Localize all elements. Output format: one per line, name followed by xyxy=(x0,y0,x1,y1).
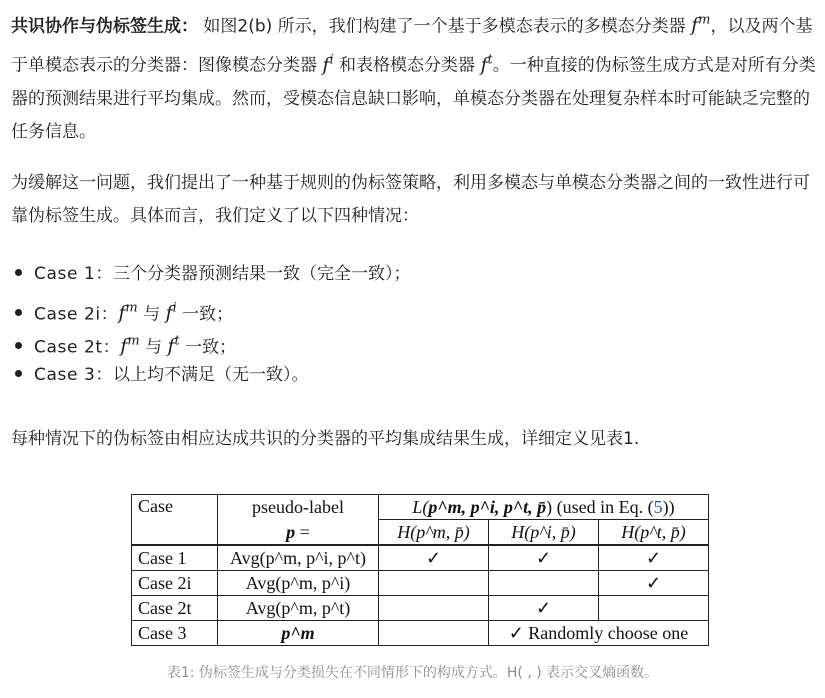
table-row xyxy=(132,571,709,596)
paragraph-consensus xyxy=(11,4,819,149)
table-row xyxy=(132,545,709,571)
header-h-image: H(p^i, p̄) xyxy=(489,520,599,546)
text-run: 和表格模态分类器 xyxy=(333,55,481,76)
table-row xyxy=(132,596,709,621)
equation-link[interactable]: 5 xyxy=(653,497,663,517)
header-pseudo-label: pseudo-label xyxy=(218,495,379,520)
section-heading: 共识协作与伪标签生成： xyxy=(11,16,198,37)
bullet-icon xyxy=(15,342,22,349)
math-fi: $f^i$ xyxy=(322,52,334,76)
header-case-cont xyxy=(132,520,218,546)
bullet-icon xyxy=(15,370,22,377)
list-item: Case 3：以上均不满足（无一致）。 xyxy=(11,359,819,393)
text-run: ，以及两个基于单模态表示的分类器：图像模态分类器 xyxy=(11,16,813,76)
cell-check: ✓ xyxy=(599,545,709,571)
cell-case: Case 3 xyxy=(132,621,218,646)
cell-check: ✓ xyxy=(379,545,489,571)
cell-random: ✓ Randomly choose one xyxy=(489,621,709,646)
header-h-multimodal: H(p^m, p̄) xyxy=(379,520,489,546)
cell-empty xyxy=(379,621,489,646)
list-item: Case 2i：$f^m$ 与 $f^i$ 一致； xyxy=(11,292,819,326)
cell-label: Avg(p^m, p^t) xyxy=(218,596,379,621)
list-item: Case 2t：$f^m$ 与 $f^t$ 一致； xyxy=(11,325,819,359)
header-loss: L(p^m, p^i, p^t, p̄) (used in Eq. (5)) xyxy=(379,495,709,520)
bullet-icon xyxy=(15,309,22,316)
case-list xyxy=(11,258,819,392)
text-run: 如图2(b) 所示，我们构建了一个基于多模态表示的多模态分类器 xyxy=(198,16,692,37)
list-item: Case 1：三个分类器预测结果一致（完全一致）； xyxy=(11,258,819,292)
cell-label: Avg(p^m, p^i) xyxy=(218,571,379,596)
math-ft: $f^t$ xyxy=(480,52,493,76)
cell-label: p^m xyxy=(218,621,379,646)
bullet-icon xyxy=(15,269,22,276)
cell-label: Avg(p^m, p^i, p^t) xyxy=(218,545,379,571)
cell-check: ✓ xyxy=(599,571,709,596)
paragraph-definition: 每种情况下的伪标签由相应达成共识的分类器的平均集成结果生成，详细定义见表1. xyxy=(11,429,640,449)
header-pseudo-eq: p = xyxy=(218,520,379,546)
cell-check xyxy=(489,571,599,596)
table-row xyxy=(132,621,709,646)
cell-check: ✓ xyxy=(489,545,599,571)
table-caption: 表1: 伪标签生成与分类损失在不同情形下的构成方式。H( , ) 表示交叉熵函数。 xyxy=(166,665,659,681)
pseudo-label-table xyxy=(131,494,709,646)
header-case: Case xyxy=(132,495,218,520)
cell-case: Case 2i xyxy=(132,571,218,596)
cell-check xyxy=(379,596,489,621)
header-h-tabular: H(p^t, p̄) xyxy=(599,520,709,546)
text-run: 。一种直接的伪标签生成方式是对所有分类器的预测结果进行平均集成。然而，受模态信息缺口影响，单模态分类器在处理复杂样本时可能缺乏完整的任务信息。 xyxy=(11,55,816,142)
math-fm: $f^m$ xyxy=(691,13,711,37)
table-header-row-2 xyxy=(132,520,709,546)
table-header-row xyxy=(132,495,709,520)
cell-check: ✓ xyxy=(489,596,599,621)
table-1 xyxy=(131,494,709,646)
cell-case: Case 2t xyxy=(132,596,218,621)
cell-case: Case 1 xyxy=(132,545,218,571)
paragraph-strategy: 为缓解这一问题，我们提出了一种基于规则的伪标签策略，利用多模态与单模态分类器之间的一致性进行可靠伪标签生成。具体而言，我们定义了以下四种情况： xyxy=(11,173,810,226)
cell-check xyxy=(379,571,489,596)
cell-check xyxy=(599,596,709,621)
